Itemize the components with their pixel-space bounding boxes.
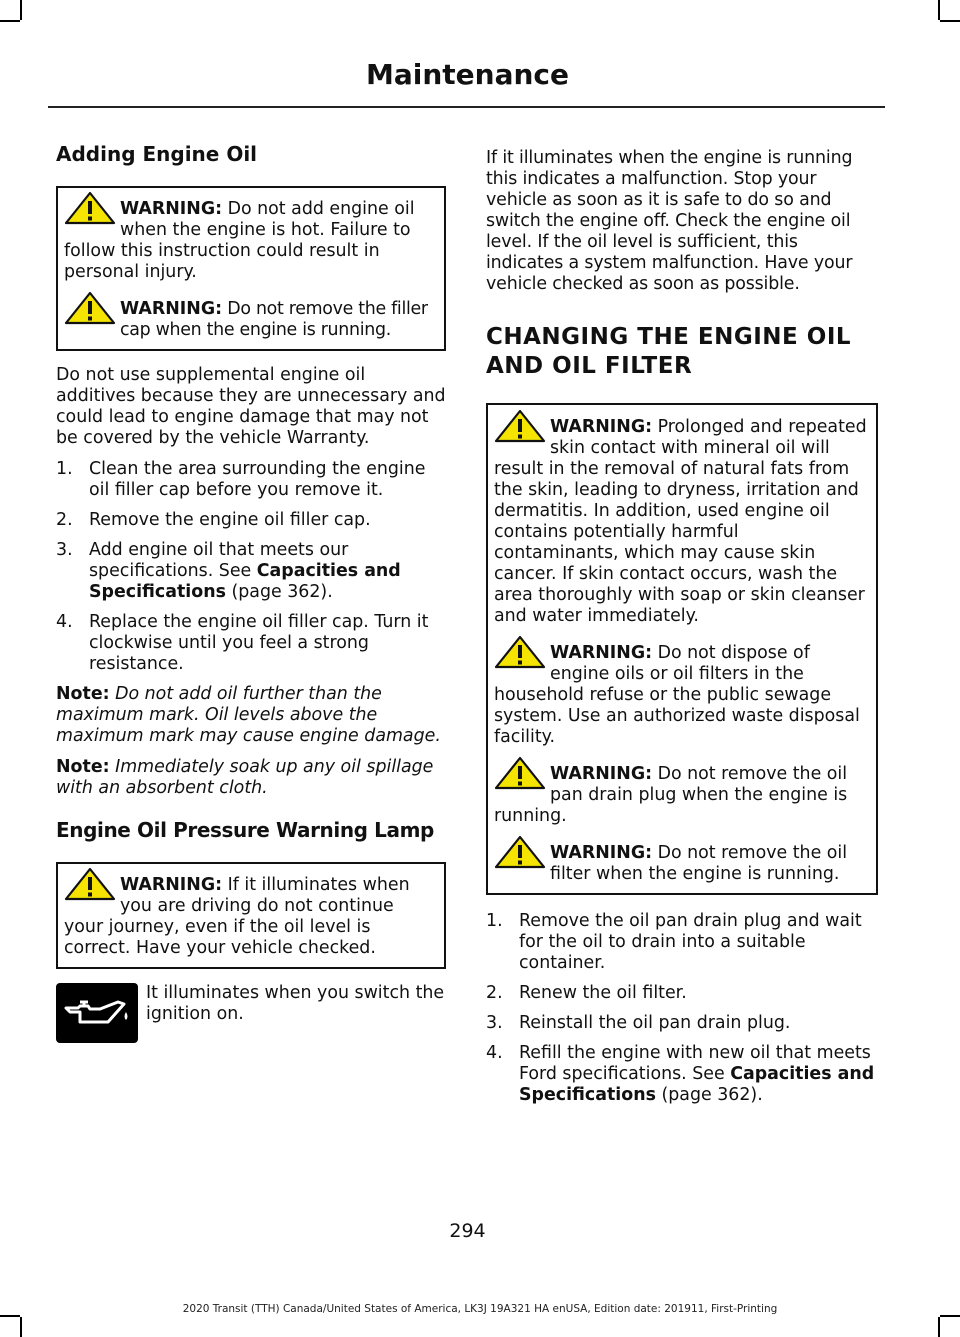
note <box>56 757 446 799</box>
list-item: 2. Remove the engine oil filler cap. <box>56 510 371 530</box>
list-item: 3. Add engine oil that meets our specifications. See Capacities and Specifications (page 362). <box>56 540 401 602</box>
malfunction-paragraph: If it illuminates when the engine is running this indicates a malfunction. Stop your vehicle as soon as it is safe to do so and switch the engine off. Check the engine oil level. If the oil level is sufficient, this indicates a system malfunction. Have your vehicle checked as soon as possible. <box>486 148 853 294</box>
warning-box <box>56 862 446 969</box>
lamp-description: It illuminates when you switch the ignition on. <box>146 983 445 1024</box>
steps-list <box>56 459 446 675</box>
warning-text: Do not remove the oil filter when the engine is running. <box>550 843 848 884</box>
lamp-row <box>56 983 446 1043</box>
list-item: 4. Replace the engine oil filler cap. Turn it clockwise until you feel a strong resistance. <box>56 612 429 674</box>
list-item: 1. Clean the area surrounding the engine oil filler cap before you remove it. <box>56 459 426 500</box>
warning-label: WARNING: <box>550 417 653 437</box>
warning-text: Do not remove the oil pan drain plug when the engine is running. <box>494 764 848 826</box>
warning-item <box>494 843 868 885</box>
section-heading-adding-oil: Adding Engine Oil <box>56 142 258 166</box>
warning-triangle-icon <box>494 835 546 869</box>
warning-text: Do not dispose of engine oils or oil filters in the household refuse or the public sewage system. Use an authorized waste disposal facility. <box>494 643 860 747</box>
footer-edition-info: 2020 Transit (TTH) Canada/United States of America, LK3J 19A321 HA enUSA, Edition date: 201911, First-Printing <box>182 1303 778 1315</box>
warning-item <box>64 299 436 341</box>
intro-paragraph: Do not use supplemental engine oil additives because they are unnecessary and could lead to engine damage that may not be covered by the vehicle Warranty. <box>56 365 446 448</box>
oil-can-icon <box>62 996 132 1030</box>
crop-mark <box>938 0 940 20</box>
list-item: 1. Remove the oil pan drain plug and wait for the oil to drain into a suitable container. <box>486 911 862 973</box>
warning-box <box>486 403 878 895</box>
page-title: Maintenance <box>365 58 569 91</box>
warning-item <box>494 643 868 748</box>
warning-text: Do not remove the filler cap when the engine is running. <box>120 299 428 340</box>
note <box>56 684 446 747</box>
warning-triangle-icon <box>64 191 116 225</box>
warning-text: Do not add engine oil when the engine is hot. Failure to follow this instruction could result in personal injury. <box>64 199 415 282</box>
oil-pressure-lamp-icon <box>56 983 138 1043</box>
crop-mark <box>20 0 22 20</box>
warning-label: WARNING: <box>120 875 223 895</box>
right-column <box>486 148 878 1115</box>
warning-item <box>494 764 868 827</box>
warning-label: WARNING: <box>120 299 223 319</box>
crop-mark <box>938 1317 940 1337</box>
page-number: 294 <box>449 1220 486 1242</box>
warning-triangle-icon <box>64 867 116 901</box>
note-text: Immediately soak up any oil spillage with an absorbent cloth. <box>56 757 434 798</box>
warning-text: Prolonged and repeated skin contact with mineral oil will result in the removal of natural fats from the skin, leading to dryness, irritation and dermatitis. In addition, used engine oil contains potentially harmful contaminants, which may cause skin cancer. If skin contact occurs, wash the area thoroughly with soap or skin cleanser and water immediately. <box>494 417 867 626</box>
crop-mark <box>20 1317 22 1337</box>
crop-mark <box>940 1315 960 1317</box>
warning-text: If it illuminates when you are driving do not continue your journey, even if the oil level is correct. Have your vehicle checked. <box>64 875 410 958</box>
steps-list <box>486 911 878 1106</box>
warning-label: WARNING: <box>550 843 653 863</box>
warning-triangle-icon <box>494 635 546 669</box>
note-label: Note: <box>56 757 110 777</box>
warning-item <box>494 417 868 627</box>
list-item: 3. Reinstall the oil pan drain plug. <box>486 1013 791 1033</box>
crop-mark <box>0 20 20 22</box>
warning-triangle-icon <box>494 409 546 443</box>
warning-label: WARNING: <box>120 199 223 219</box>
note-label: Note: <box>56 684 110 704</box>
left-column <box>56 140 446 1043</box>
cross-reference-link[interactable]: Capacities and Specifications <box>89 561 401 602</box>
list-item: 2. Renew the oil filter. <box>486 983 687 1003</box>
note-text: Do not add oil further than the maximum mark. Oil levels above the maximum mark may cause engine damage. <box>56 684 441 746</box>
warning-item <box>64 199 436 283</box>
warning-triangle-icon <box>494 756 546 790</box>
crop-mark <box>940 20 960 22</box>
crop-mark <box>0 1315 20 1317</box>
list-item: 4. Refill the engine with new oil that meets Ford specifications. See Capacities and Specifications (page 362). <box>486 1043 875 1105</box>
warning-label: WARNING: <box>550 764 653 784</box>
section-heading-changing-oil: CHANGING THE ENGINE OIL AND OIL FILTER <box>486 324 852 379</box>
cross-reference-link[interactable]: Capacities and Specifications <box>519 1064 875 1105</box>
header-divider <box>48 106 885 108</box>
warning-item <box>64 875 436 959</box>
warning-box <box>56 186 446 351</box>
warning-triangle-icon <box>64 291 116 325</box>
section-heading-oil-pressure: Engine Oil Pressure Warning Lamp <box>56 818 434 842</box>
warning-label: WARNING: <box>550 643 653 663</box>
